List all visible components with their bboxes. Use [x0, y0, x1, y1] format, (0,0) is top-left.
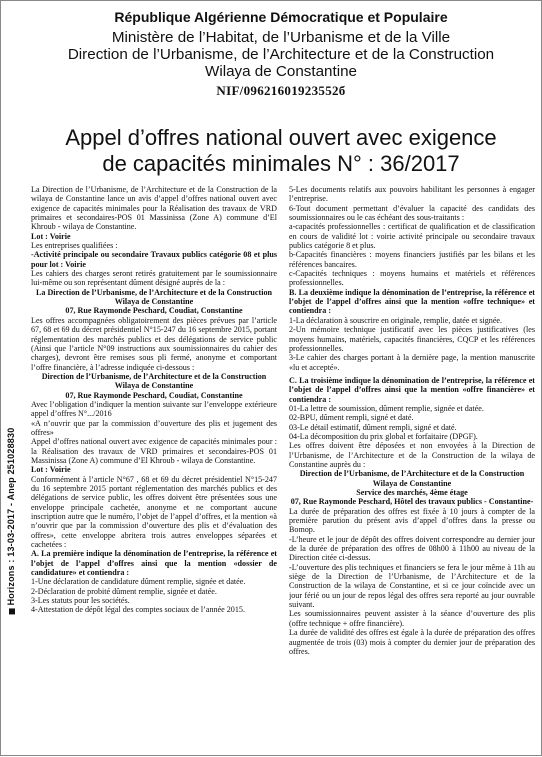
sidebar-text-wrap [6, 428, 16, 615]
paragraph: 07, Rue Raymonde Peschard, Hôtel des travaux publics - Constantine- [290, 497, 534, 507]
paragraph: 01-La lettre de soumission, dûment remplie, signée et datée. [289, 403, 484, 413]
sidebar [3, 1, 19, 757]
paragraph: 4-Attestation de dépôt légal des comptes sociaux de l’année 2015. [31, 605, 245, 615]
paragraph: 03-Le détail estimatif, dûment rempli, signé et daté. [289, 422, 457, 432]
paragraph: Service des marchés, 4ème étage [356, 488, 468, 497]
paragraph: 07, Rue Raymonde Peschard, Coudiat, Constantine [65, 390, 243, 400]
paragraph: Lot : Voirie [31, 465, 71, 475]
paragraph: a-capacités professionnelles : certificat de qualification et de classification en cours de validité lot : voirie activité principale ou secondaire travaux publics catégorie 8 et plus. [289, 222, 535, 251]
paragraph: Wilaya de Constantine [114, 381, 194, 391]
paragraph: 04-La décomposition du prix global et forfaitaire (DPGF). [289, 431, 478, 441]
paragraph: La durée de préparation des offres est fixée à 10 jours à compter de la première parution du présent avis d’appel d’offres dans la presse ou Bomop. [289, 506, 535, 535]
paragraph: b-Capacités financières : moyens financiers justifiés par les bilans et les références bancaires. [289, 250, 535, 269]
notice-title-line-1: Appel d’offres national ouvert avec exigence [65, 125, 497, 150]
paragraph: 3-Les statuts pour les sociétés. [31, 596, 130, 606]
paragraph: La durée de validité des offres est égale à la durée de préparation des offres augmentée de trois (03) mois à compter du dernier jour de préparation des offres. [289, 628, 535, 656]
paragraph: Lot : Voirie [31, 231, 71, 241]
notice-title-line-2: de capacités minimales N° : 36/2017 [102, 151, 460, 176]
paragraph: 2-Déclaration de probité dûment remplie, signée et datée. [31, 586, 217, 596]
paragraph: Les offres doivent être déposées et non envoyées à la Direction de l’Urbanisme, de l’Architecture et de la Construction de la wilaya de Constantine auprès du : [289, 441, 535, 469]
paragraph: Les soumissionnaires peuvent assister à la séance d’ouverture des plis (offre technique + offre financière). [289, 609, 535, 628]
header-ministry-line-3: Wilaya de Constantine [205, 63, 357, 80]
right-column [289, 185, 535, 751]
paragraph: Les offres accompagnées obligatoirement des pièces prévues par l’article 67, 68 et 69 du décret présidentiel N°15-247 du 16 septembre 2015, portant réglementation des marchés publics et des délégations de service public (Ainsi que l’article N°09 instructions aux soumissionnaires du cahier des charges), devront être remises sous pli fermé, anonyme et comportant l’offre financière, à l’adresse indiquée ci-dessous : [31, 315, 277, 372]
square-bullet-icon [9, 608, 15, 614]
paragraph: Wilaya de Constantine [114, 297, 194, 307]
paragraph: C. La troisième indique la dénomination de l’entreprise, la référence et l’objet de l’appel d’offres ainsi que la mention «offre financière» et contiendra : [289, 375, 535, 404]
paragraph: Direction de l’Urbanisme, de l’Architecture et de la Construction [41, 371, 267, 381]
paragraph: Avec l’obligation d’indiquer la mention suivante sur l’enveloppe extérieure appel d’offres N°.../2016 [31, 399, 277, 419]
header-republic: République Algérienne Démocratique et Populaire [114, 9, 448, 25]
paragraph: La Direction de l’Urbanisme, de l’Architecture et de la Construction de la wilaya de Constantine lance un avis d’appel d’offres national ouvert avec exigence de capacités minimales pour la Réalisation des travaux de VRD primaires et secondaires-POS 01 Massinissa (Zone A) commune d’El Khroub - wilaya de Constantine. [31, 185, 277, 232]
sidebar-text: Horizons : 13-03-2017 - Anep 251028830 [6, 427, 16, 606]
paragraph: 07, Rue Raymonde Peschard, Coudiat, Constantine [65, 306, 243, 316]
header-nif: NIF/09621601923552б [216, 83, 346, 98]
paragraph: 02-BPU, dûment rempli, signé et daté. [289, 413, 414, 423]
paragraph: Les cahiers des charges seront retirés gratuitement par le soumissionnaire lui-même ou son représentant dûment désigné auprès de la : [31, 269, 277, 288]
paragraph: 3-Le cahier des charges portant à la dernière page, la mention manuscrite «lu et accepté». [289, 353, 535, 372]
paragraph: 1-Une déclaration de candidature dûment remplie, signée et datée. [31, 577, 246, 587]
header-ministry-line-1: Ministère de l’Habitat, de l’Urbanisme et de la Ville [111, 29, 451, 46]
paragraph: -L’heure et le jour de dépôt des offres doivent correspondre au dernier jour de la durée de préparation des offres de 08h00 à 11h00 au niveau de la Direction citée ci-dessus. [289, 534, 535, 563]
header-ministry-line-2: Direction de l’Urbanisme, de l’Architecture et de la Construction [67, 46, 495, 63]
paragraph: A. La première indique la dénomination de l’entreprise, la référence et l’objet de l’appel d’offres ainsi que la mention «dossier de candidature» et contiendra : [31, 549, 277, 578]
paragraph: La Direction de l’Urbanisme, de l’Architecture et de la Construction [35, 287, 273, 297]
paragraph: 1-La déclaration à souscrire en originale, remplie, datée et signée. [289, 315, 503, 325]
paragraph: Les entreprises qualifiées : [31, 241, 118, 251]
paragraph: -L’ouverture des plis techniques et financiers se fera le jour même à 11h au siège de la Direction de l’Urbanisme, de l’Architecture et de la Construction de la wilaya de Constantine, et si ce jour coïncide avec un jour férié ou un jour de repos légal des offres sera reporté au jour ouvrable suivant. [289, 562, 535, 610]
paragraph: Direction de l’Urbanisme, de l’Architecture et de la Construction [299, 469, 525, 479]
paragraph: Conformément à l’article N°67 , 68 et 69 du décret présidentiel N°15-247 du 16 septembre 2015 portant réglementation des marchés publics et des délégations de service public, les offres doivent être présentées sous une enveloppe principale cachetée, anonyme et ne comportant aucune inscription autre que le numéro, l’objet de l’appel d’offres, et la mention «à n’ouvrir que par la commission d’ouverture des plis et d’évaluation des offres», cette enveloppe abritera trois autres enveloppes séparées et cachetées : [31, 474, 277, 550]
paragraph: c-Capacités techniques : moyens humains et matériels et références professionnelles. [289, 269, 535, 288]
paragraph: «A n’ouvrir que par la commission d’ouverture des plis et jugement des offres» [31, 418, 277, 437]
paragraph: 6-Tout document permettant d’évaluer la capacité des candidats des soumissionnaires ou le cas échéant des sous-traitants : [289, 203, 535, 223]
paragraph: 5-Les documents relatifs aux pouvoirs habilitant les personnes à engager l’entreprise. [289, 185, 535, 204]
paragraph: 2-Un mémoire technique justificatif avec les pièces justificatives (les moyens humains, matériels, capacités financières, CQCP et les références professionnelles. [289, 325, 535, 353]
left-column [31, 185, 277, 751]
paragraph: Wilaya de Constantine [372, 478, 452, 488]
paragraph: Appel d’offres national ouvert avec exigence de capacités minimales pour : la Réalisation des travaux de VRD primaires et secondaires-POS 01 Massinissa (Zone A) commune d’El Khroub - wilaya de Constantine. [31, 437, 277, 465]
paragraph: B. La deuxième indique la dénomination de l’entreprise, la référence et l’objet de l’appel d’offres ainsi que la mention «offre technique» et contiendra : [289, 287, 535, 316]
paragraph: -Activité principale ou secondaire Travaux publics catégorie 08 et plus pour lot : Voirie [31, 250, 277, 269]
